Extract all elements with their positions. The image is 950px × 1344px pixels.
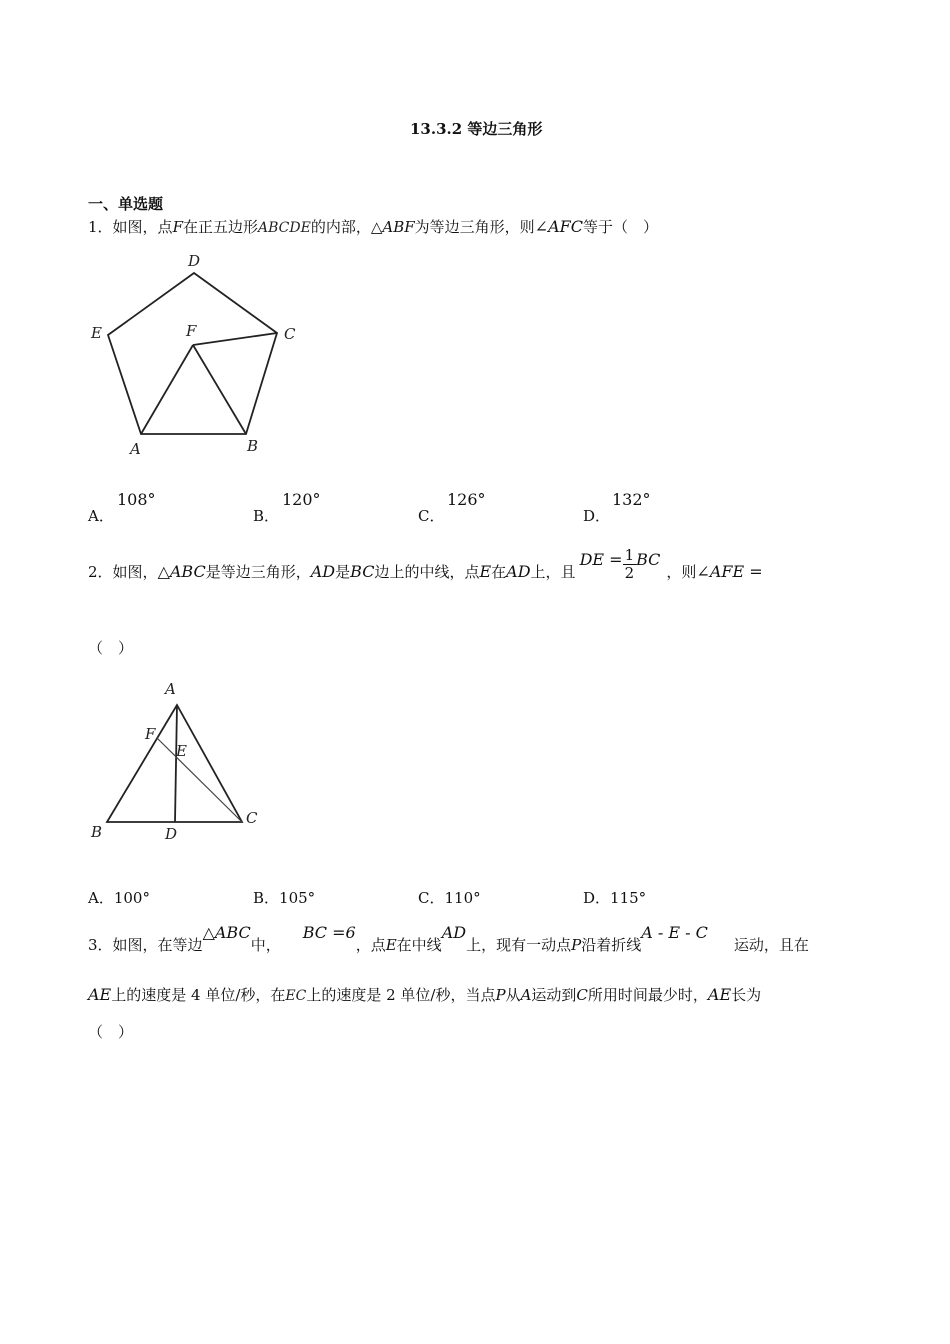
q1-pentagon-name: ABCDE bbox=[258, 220, 311, 236]
q3-path: A - E - C bbox=[641, 923, 708, 942]
label-f: F bbox=[145, 725, 156, 743]
q3-c: C bbox=[576, 986, 588, 1004]
q2-text-7: ，则 bbox=[666, 563, 697, 581]
q2-text-3: 是 bbox=[335, 563, 351, 581]
q2-text-2: 是等边三角形， bbox=[205, 563, 311, 581]
q3-text-2: 中， bbox=[250, 936, 281, 954]
q2-option-a[interactable]: A．100° bbox=[88, 889, 150, 907]
q2-bc-2: BC bbox=[636, 550, 661, 569]
q3-number: 3． bbox=[88, 936, 113, 954]
q2-bc: BC bbox=[350, 562, 375, 581]
label-c: C bbox=[246, 809, 258, 827]
q3-triangle: △ABC bbox=[202, 923, 251, 942]
label-d: D bbox=[165, 825, 178, 843]
q3-ec: EC bbox=[285, 988, 307, 1004]
q1-option-d-value: 132° bbox=[612, 490, 651, 509]
label-b: B bbox=[247, 437, 259, 455]
q3-p-2: P bbox=[495, 986, 506, 1004]
label-f: F bbox=[186, 322, 197, 340]
q2-ad-2: AD bbox=[506, 562, 531, 581]
q1-text-4: 为等边三角形，则 bbox=[414, 218, 535, 236]
q2-number: 2． bbox=[88, 563, 113, 581]
q1-text-2: 在正五边形 bbox=[182, 218, 258, 236]
page-title: 13.3.2 等边三角形 bbox=[410, 120, 543, 138]
label-d: D bbox=[188, 252, 201, 270]
q3-bc: BC =6 bbox=[302, 923, 356, 942]
segment-ad bbox=[175, 705, 177, 822]
label-b: B bbox=[91, 823, 103, 841]
q1-option-c-value: 126° bbox=[447, 490, 486, 509]
label-e: E bbox=[91, 324, 102, 342]
segment-af bbox=[141, 345, 193, 434]
q3-text-13: 长为 bbox=[731, 986, 762, 1004]
q3-ad: AD bbox=[441, 923, 467, 942]
q2-option-b[interactable]: B．105° bbox=[253, 889, 316, 907]
q1-option-d[interactable]: D． bbox=[583, 507, 611, 525]
q3-text-9: 上的速度是 2 单位/秒，当点 bbox=[306, 986, 496, 1004]
q2-e: E bbox=[479, 562, 492, 581]
q3-a: A bbox=[520, 986, 532, 1004]
label-a: A bbox=[165, 680, 176, 698]
pentagon-shape bbox=[108, 273, 277, 434]
q1-option-a[interactable]: A． bbox=[88, 507, 114, 525]
q1-option-a-value: 108° bbox=[117, 490, 156, 509]
q2-fraction: $\frac{1}{2}$ bbox=[624, 545, 635, 582]
q1-text-5: 等于（ ） bbox=[582, 218, 658, 236]
q2-option-c[interactable]: C．110° bbox=[418, 889, 481, 907]
q1-text-1: 如图，点 bbox=[112, 218, 173, 236]
q3-text-7: 运动，且在 bbox=[733, 936, 809, 954]
q3-text-5: 上，现有一动点 bbox=[466, 936, 572, 954]
q3-ae-2: AE bbox=[707, 985, 732, 1004]
q1-option-b[interactable]: B． bbox=[253, 507, 280, 525]
q3-e: E bbox=[385, 936, 397, 954]
q3-p: P bbox=[571, 936, 582, 954]
q2-text-4: 边上的中线，点 bbox=[374, 563, 480, 581]
q2-option-d[interactable]: D．115° bbox=[583, 889, 647, 907]
q2-figure bbox=[85, 678, 265, 843]
question-3-line-1 bbox=[88, 925, 809, 955]
q1-number: 1． bbox=[88, 218, 113, 236]
segment-fc bbox=[193, 333, 277, 345]
segment-fc bbox=[157, 738, 242, 822]
q1-text-3: 的内部， bbox=[310, 218, 371, 236]
q1-triangle: △ABF bbox=[370, 218, 415, 236]
question-3-line-2 bbox=[88, 985, 761, 1006]
q2-de-eq: DE = bbox=[579, 550, 623, 569]
q1-option-c[interactable]: C． bbox=[418, 507, 445, 525]
section-heading: 一、单选题 bbox=[88, 195, 164, 213]
q3-text-10: 从 bbox=[505, 986, 521, 1004]
q1-figure bbox=[85, 248, 325, 463]
q3-text-8: 上的速度是 4 单位/秒，在 bbox=[111, 986, 286, 1004]
q2-angle: ∠AFE = bbox=[696, 562, 763, 581]
q3-text-11: 运动到 bbox=[531, 986, 577, 1004]
q2-text-6: 上，且 bbox=[530, 563, 576, 581]
q2-triangle: △ABC bbox=[157, 562, 206, 581]
q3-paren: （ ） bbox=[88, 1023, 134, 1041]
q1-point-f: F bbox=[172, 218, 183, 236]
q3-text-3: ，点 bbox=[355, 936, 386, 954]
segment-bf bbox=[193, 345, 246, 434]
q1-angle: ∠AFC bbox=[534, 217, 583, 236]
q1-option-b-value: 120° bbox=[282, 490, 321, 509]
q3-ae: AE bbox=[88, 985, 112, 1004]
label-e: E bbox=[176, 742, 187, 760]
q3-text-4: 在中线 bbox=[396, 936, 442, 954]
q2-text-5: 在 bbox=[491, 563, 507, 581]
q2-ad: AD bbox=[310, 562, 336, 581]
label-c: C bbox=[284, 325, 296, 343]
question-2-text bbox=[88, 545, 763, 592]
label-a: A bbox=[130, 440, 141, 458]
q3-text-6: 沿着折线 bbox=[581, 936, 642, 954]
q2-text-1: 如图， bbox=[112, 563, 158, 581]
q2-paren: （ ） bbox=[88, 639, 134, 657]
question-1-text bbox=[88, 217, 658, 238]
q3-text-1: 如图，在等边 bbox=[112, 936, 203, 954]
q3-text-12: 所用时间最少时， bbox=[587, 986, 708, 1004]
